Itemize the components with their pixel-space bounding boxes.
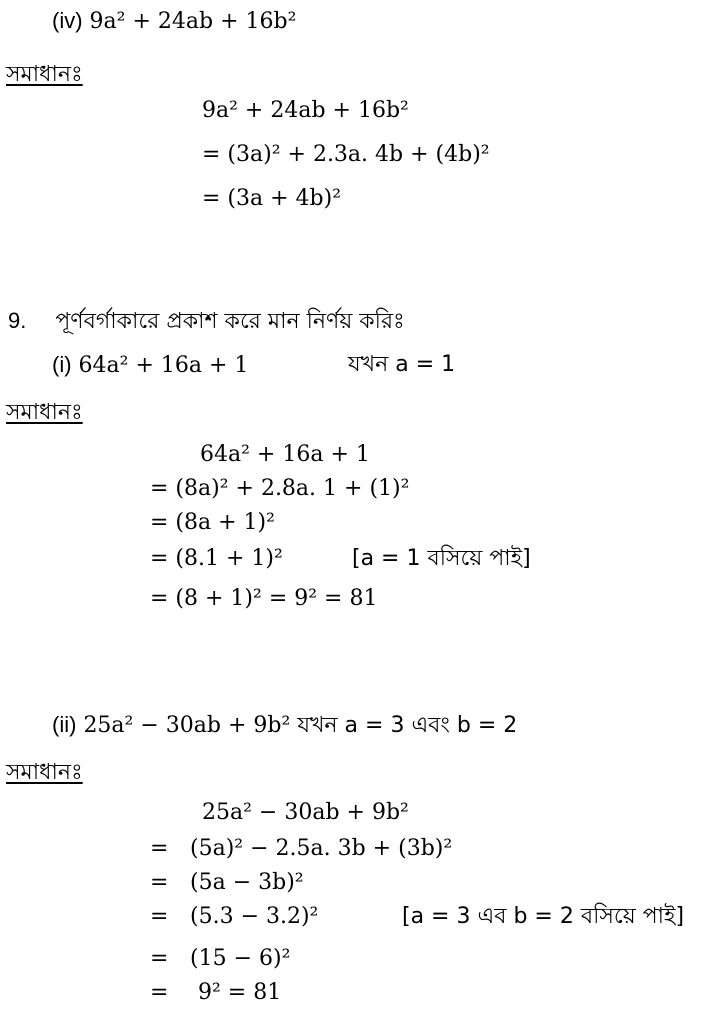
ii-step-3 <box>150 870 304 896</box>
solution-heading-iv: সমাধানঃ <box>6 62 83 87</box>
problem-iv-statement <box>52 8 296 35</box>
part-ii-label: (ii) <box>52 712 77 737</box>
equals-sign: = <box>150 946 169 971</box>
part-ii-statement <box>52 712 517 739</box>
problem-iv-label: (iv) <box>52 8 83 33</box>
i-note: [a = 1 বসিয়ে পাই] <box>352 546 531 571</box>
solution-heading-i: সমাধানঃ <box>6 400 83 425</box>
ii-note: [a = 3 এব b = 2 বসিয়ে পাই] <box>402 904 685 929</box>
ii-step-5-expr: (15 − 6)² <box>190 946 291 971</box>
question-number: 9. <box>8 308 27 333</box>
iv-step-3: = (3a + 4b)² <box>202 186 342 211</box>
question-9 <box>8 308 405 335</box>
solution-heading-ii: সমাধানঃ <box>6 760 83 785</box>
part-i-expression: 64a² + 16a + 1 <box>78 353 249 378</box>
ii-step-2-expr: (5a)² − 2.5a. 3b + (3b)² <box>190 836 453 861</box>
equals-sign: = <box>150 870 169 895</box>
ii-step-1: 25a² − 30ab + 9b² <box>202 800 409 825</box>
i-step-4: = (8.1 + 1)² <box>150 546 283 571</box>
iv-step-2: = (3a)² + 2.3a. 4b + (4b)² <box>202 142 490 167</box>
i-step-2: = (8a)² + 2.8a. 1 + (1)² <box>150 476 410 501</box>
ii-step-2 <box>150 836 452 862</box>
equals-sign: = <box>150 980 169 1005</box>
question-text: পূর্ণবর্গাকারে প্রকাশ করে মান নির্ণয় করিঃ <box>55 309 405 334</box>
part-ii-condition: যখন a = 3 এবং b = 2 <box>297 713 518 738</box>
ii-step-4-expr: (5.3 − 3.2)² <box>190 904 319 929</box>
ii-step-3-expr: (5a − 3b)² <box>190 870 304 895</box>
part-i-statement <box>52 352 248 379</box>
ii-step-4 <box>150 904 318 930</box>
i-step-5: = (8 + 1)² = 9² = 81 <box>150 586 378 611</box>
i-step-1: 64a² + 16a + 1 <box>200 442 370 467</box>
ii-step-6-expr: 9² = 81 <box>198 980 282 1005</box>
part-ii-expression: 25a² − 30ab + 9b² <box>83 713 291 738</box>
equals-sign: = <box>150 836 169 861</box>
part-i-label: (i) <box>52 352 72 377</box>
i-step-3: = (8a + 1)² <box>150 510 275 535</box>
ii-step-6 <box>150 980 281 1006</box>
problem-iv-expression: 9a² + 24ab + 16b² <box>89 9 297 34</box>
iv-step-1: 9a² + 24ab + 16b² <box>202 98 409 123</box>
equals-sign: = <box>150 904 169 929</box>
ii-step-5 <box>150 946 290 972</box>
part-i-condition: যখন a = 1 <box>348 352 456 377</box>
